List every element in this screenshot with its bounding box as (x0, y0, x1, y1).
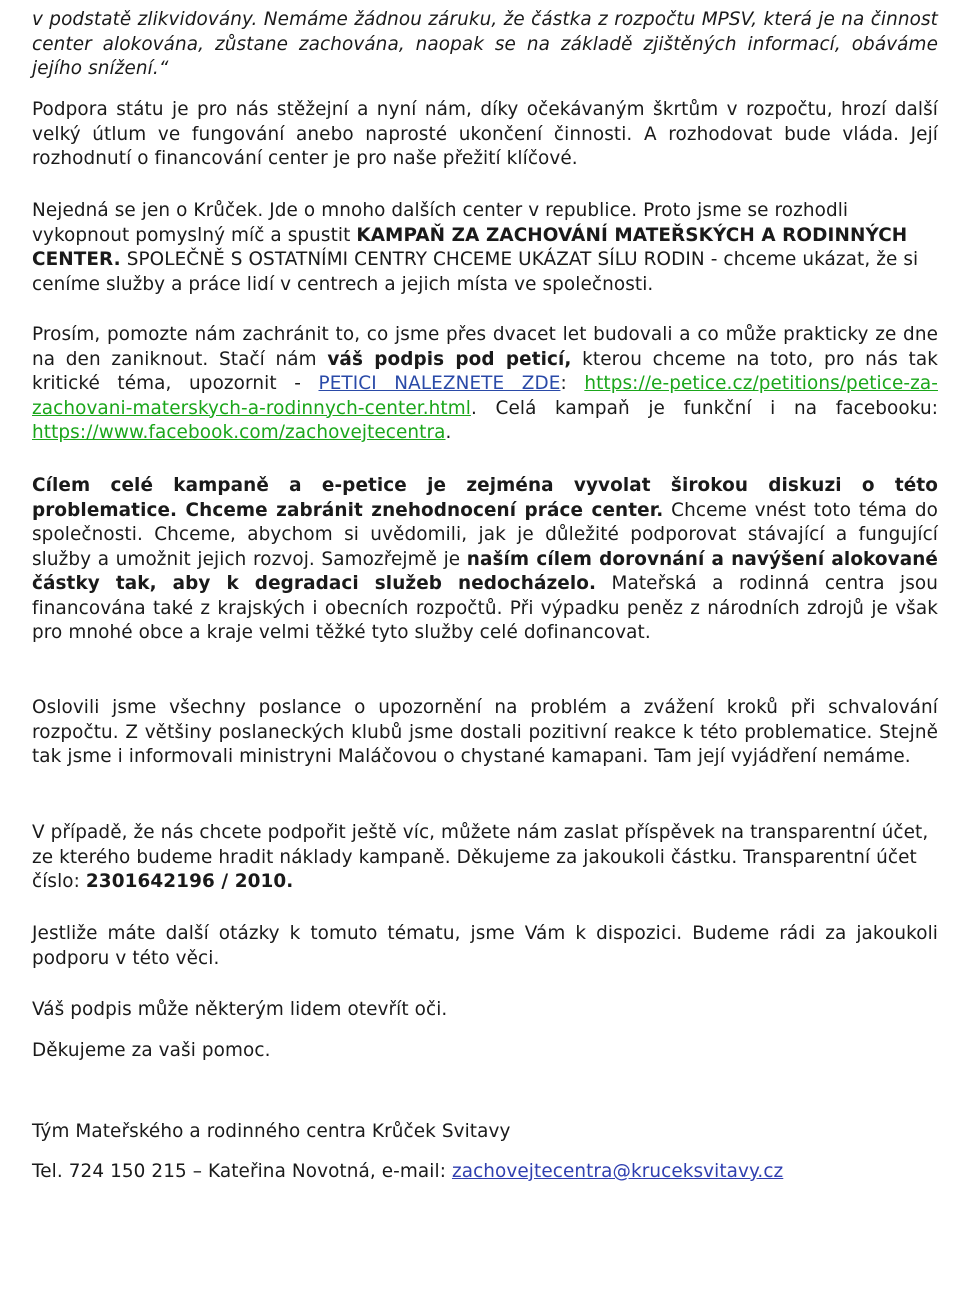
contact-text: Tel. 724 150 215 – Kateřina Novotná, e-mail: (32, 1161, 452, 1182)
paragraph-text: Váš podpis může některým lidem otevřít oči. (32, 999, 448, 1020)
paragraph-campaign (32, 199, 938, 297)
separator-text: : (560, 373, 585, 394)
paragraph-text: . (445, 422, 452, 443)
paragraph-text: . Celá kampaň je funkční i na facebooku: (470, 397, 938, 419)
paragraph-text: Jestliže máte další otázky k tomuto tématu, jsme Vám k dispozici. Budeme rádi za jakoukoli podporu v této věci. (32, 923, 938, 969)
paragraph-petition (32, 323, 938, 446)
paragraph-goals (32, 474, 938, 646)
paragraph-quote-end (32, 8, 938, 82)
signature-emphasis: váš podpis pod peticí, (327, 348, 572, 370)
petition-link-label[interactable]: PETICI NALEZNETE ZDE (318, 373, 561, 394)
campaign-title: KAMPAŇ ZA ZACHOVÁNÍ MATEŘSKÝCH A RODINNÝCH CENTER. (32, 224, 908, 270)
contact-line (32, 1160, 938, 1185)
paragraph-eyes (32, 998, 938, 1023)
paragraph-questions (32, 922, 938, 971)
paragraph-donation (32, 821, 938, 895)
facebook-link[interactable]: https://www.facebook.com/zachovejtecentra (32, 422, 446, 443)
paragraph-text: Nejedná se jen o Krůček. Jde o mnoho dalších center v republice. Proto jsme se rozhodli vykopnout pomyslný míč a spustit (32, 200, 849, 246)
goal-emphasis: Cílem celé kampaně a e-petice je zejména vyvolat širokou diskuzi o této problematice. Chceme zabránit znehodnocení práce center. (32, 475, 938, 521)
paragraph-text: Oslovili jsme všechny poslance o upozornění na problém a zvážení kroků při schvalování rozpočtu. Z většiny poslaneckých klubů jsme dostali pozitivní reakce k této problematice. Stejně tak jsme i informovali ministryni Maláčovou o chystané kamapani. Tam její vyjádření nemáme. (32, 697, 938, 767)
paragraph-text: Chceme vnést toto téma do společnosti. Chceme, abychom si uvědomili, jak je důležité podporovat stávající a fungující služby a umožnit jejich rozvoj. Samozřejmě je (32, 499, 938, 570)
quote-text: v podstatě zlikvidovány. Nemáme žádnou záruku, že částka z rozpočtu MPSV, která je na činnost center alokována, zůstane zachována, naopak se na základě zjištěných informací, obáváme jejího snížení.“ (32, 9, 938, 79)
paragraph-text: Mateřská a rodinná centra jsou financována také z krajských i obecních rozpočtů. Při výpadku peněz z národních zdrojů je však pro mnohé obce a kraje velmi těžké tyto služby celé dofinancovat. (32, 573, 938, 643)
paragraph-state-support (32, 98, 938, 172)
paragraph-text: Prosím, pomozte nám zachránit to, co jsme přes dvacet let budovali a co může prakticky ze dne na den zaniknout. Stačí nám (32, 324, 938, 370)
paragraph-text: Podpora státu je pro nás stěžejní a nyní nám, díky očekávaným škrtům v rozpočtu, hrozí další velký útlum ve fungování anebo naprosté ukončení činnosti. A rozhodovat bude vláda. Její rozhodnutí o financování center je pro naše přežití klíčové. (32, 99, 938, 169)
account-number: 2301642196 / 2010. (85, 871, 294, 892)
paragraph-text: SPOLEČNĚ S OSTATNÍMI CENTRY CHCEME UKÁZAT SÍLU RODIN - chceme ukázat, že si ceníme služby a práce lidí v centrech a jejich místa ve společnosti. (32, 249, 919, 295)
team-name: Tým Mateřského a rodinného centra Krůček Svitavy (32, 1121, 511, 1142)
paragraph-text: Děkujeme za vaši pomoc. (32, 1040, 271, 1061)
paragraph-mps (32, 696, 938, 770)
signature-team (32, 1120, 938, 1145)
paragraph-text: kterou chceme na toto, pro nás tak kritické téma, upozornit - (32, 348, 938, 394)
email-link[interactable]: zachovejtecentra@kruceksvitavy.cz (451, 1161, 784, 1182)
goal-emphasis-2: naším cílem dorovnání a navýšení alokované částky tak, aby k degradaci služeb nedocházelo. (32, 548, 938, 594)
paragraph-text: V případě, že nás chcete podpořit ještě víc, můžete nám zaslat příspěvek na transparentní účet, ze kterého budeme hradit náklady kampaně. Děkujeme za jakoukoli částku. Transparentní účet číslo: (32, 822, 929, 892)
petition-url-link[interactable]: https://e-petice.cz/petitions/petice-za-zachovani-materskych-a-rodinnych-center.html (32, 373, 938, 419)
paragraph-thanks (32, 1039, 938, 1064)
